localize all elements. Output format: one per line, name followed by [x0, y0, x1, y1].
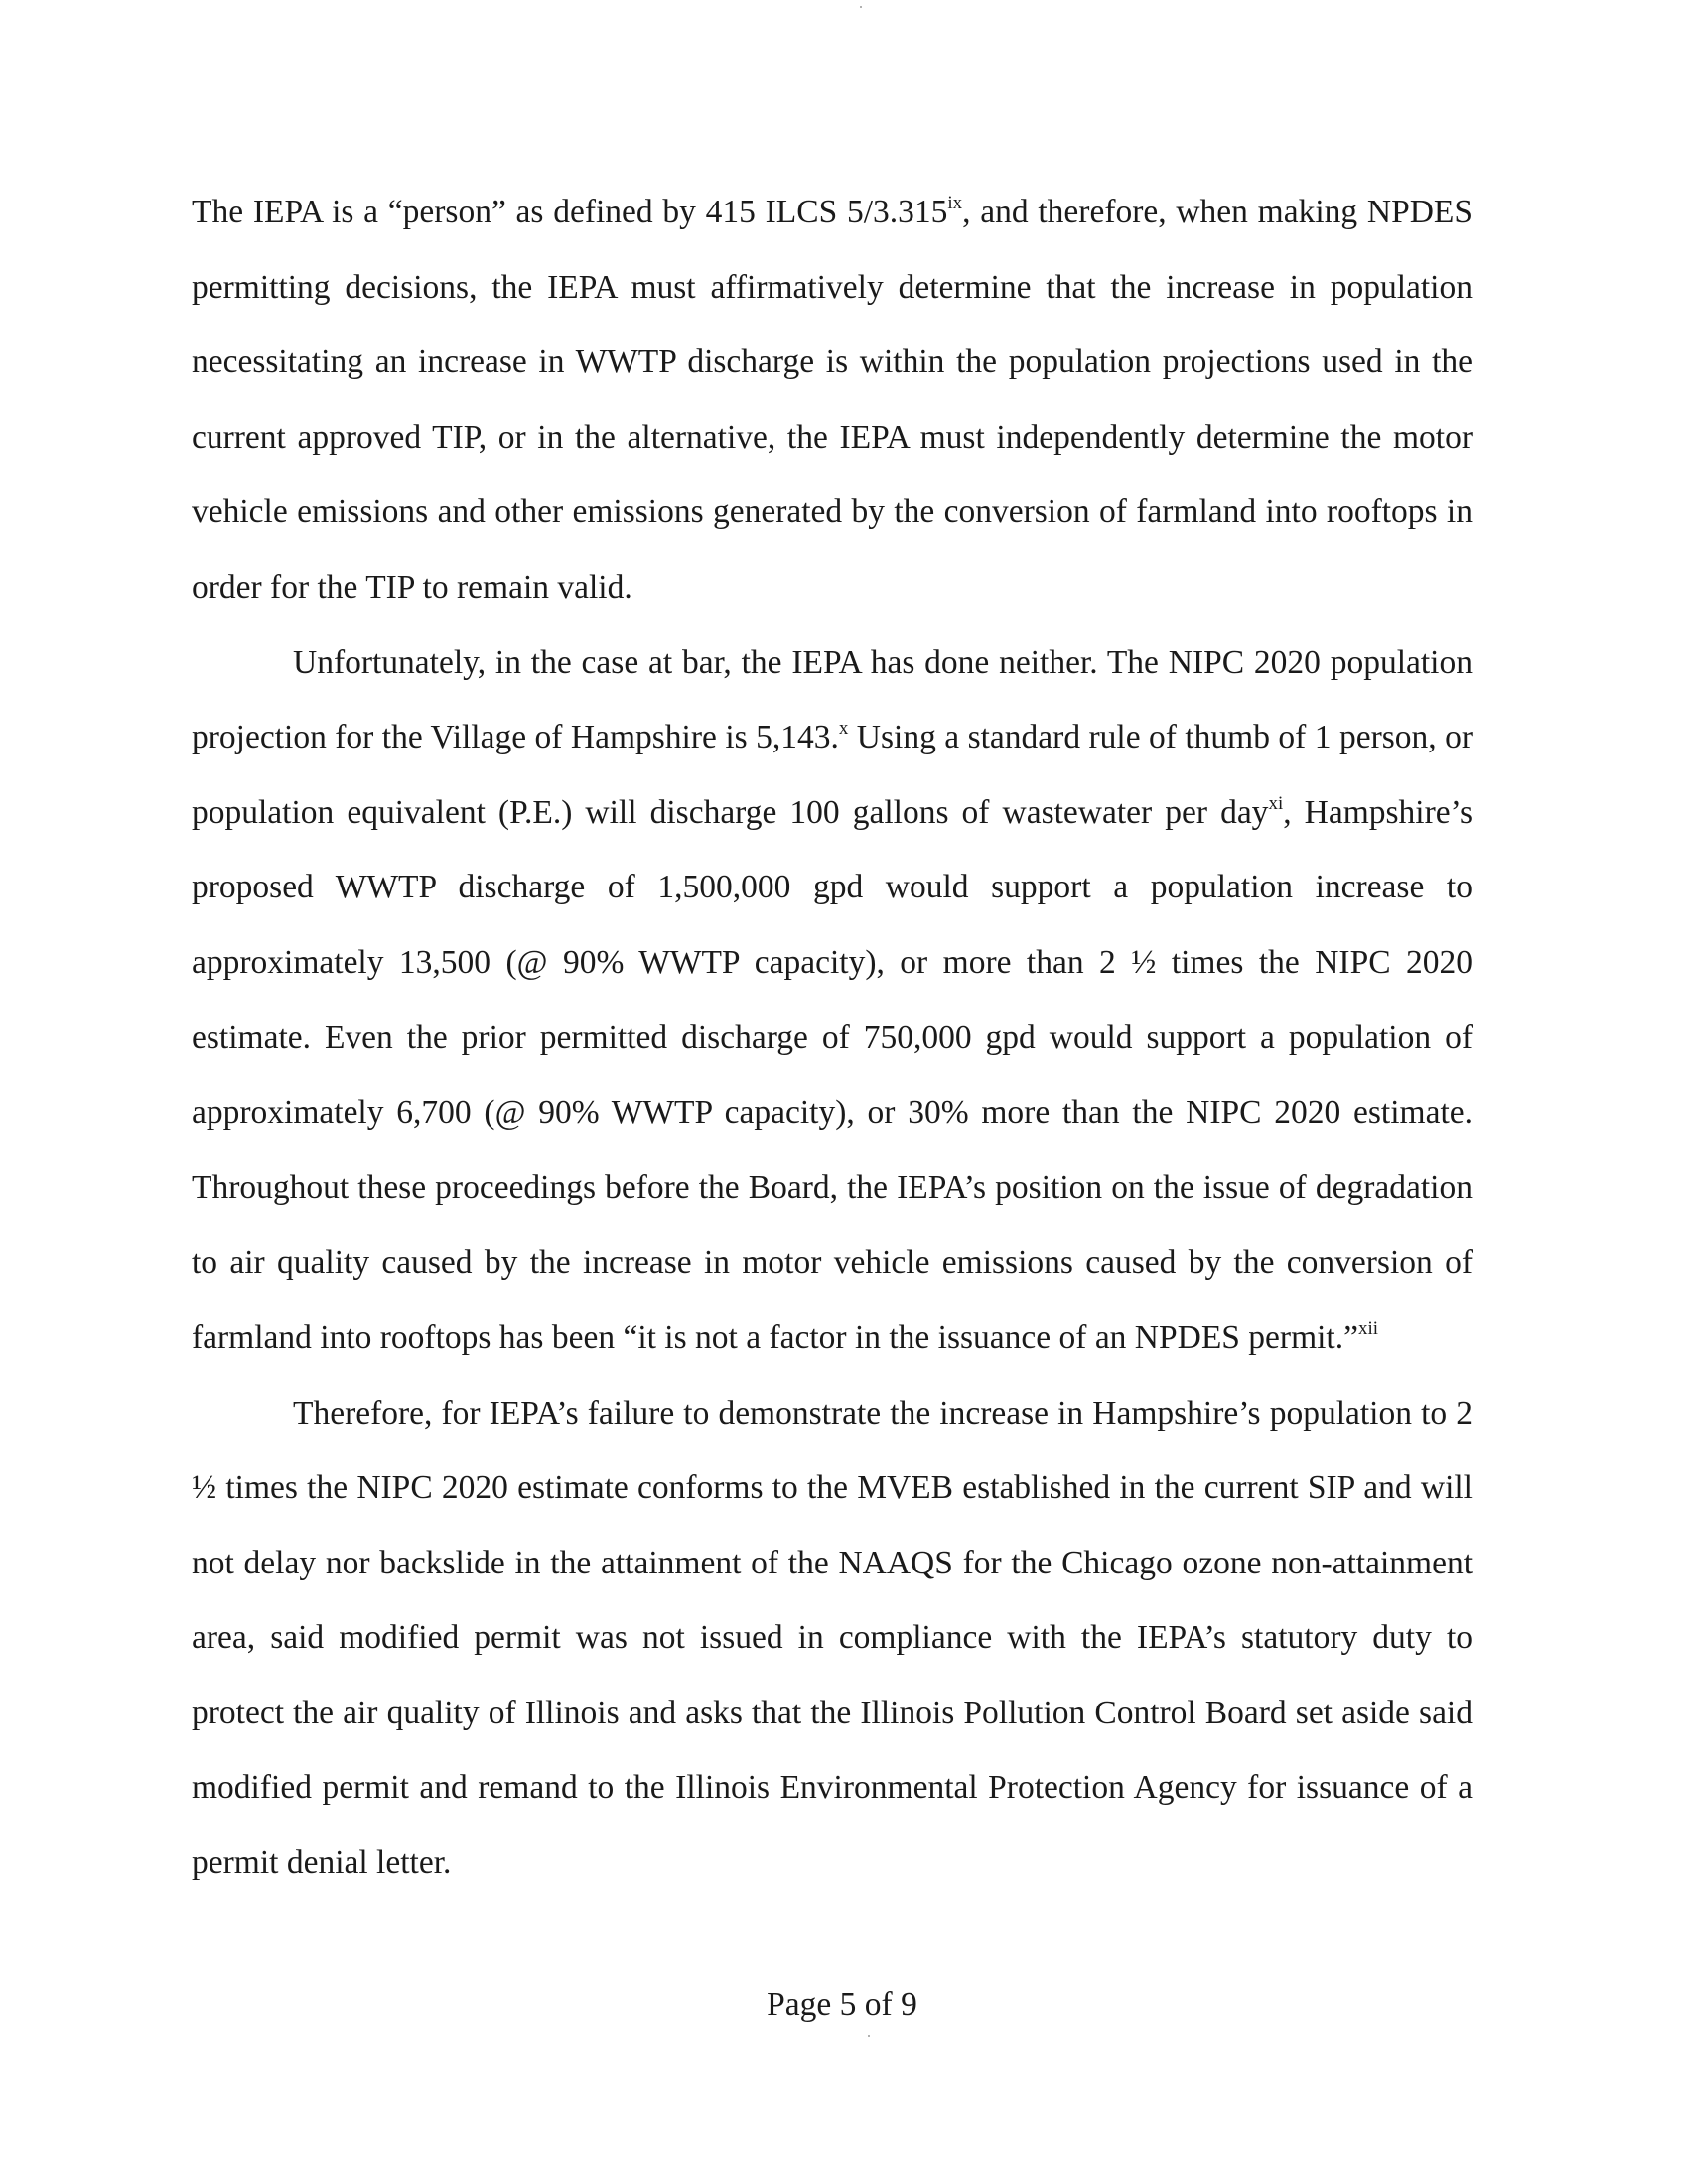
- footnote-marker: xii: [1358, 1317, 1379, 1339]
- paragraph-text: , and therefore, when making NPDES permitting decisions, the IEPA must affirmatively determine that the increase in population necessitating an increase in WWTP discharge is within the population projections used in the current approved TIP, or in the alternative, the IEPA must independently determine the motor vehicle emissions and other emissions generated by the conversion of farmland into rooftops in order for the TIP to remain valid.: [192, 194, 1473, 606]
- paragraph-text: , Hampshire’s proposed WWTP discharge of 1,500,000 gpd would support a population increase to approximately 13,500 (@ 90% WWTP capacity), or more than 2 ½ times the NIPC 2020 estimate. Even the prior permitted discharge of 750,000 gpd would support a population of approximately 6,700 (@ 90% WWTP capacity), or 30% more than the NIPC 2020 estimate. Throughout these proceedings before the Board, the IEPA’s position on the issue of degradation to air quality caused by the increase in motor vehicle emissions caused by the conversion of farmland into rooftops has been “it is not a factor in the issuance of an NPDES permit.”: [192, 793, 1473, 1356]
- footnote-marker: x: [838, 718, 849, 740]
- footnote-marker: xi: [1268, 792, 1284, 814]
- paragraph-text: Therefore, for IEPA’s failure to demonstrate the increase in Hampshire’s population to 2 ½ times the NIPC 2020 estimate conforms to the MVEB established in the current SIP and will not delay nor backslide in the attainment of the NAAQS for the Chicago ozone non-attainment area, said modified permit was not issued in compliance with the IEPA’s statutory duty to protect the air quality of Illinois and asks that the Illinois Pollution Control Board set aside said modified permit and remand to the Illinois Environmental Protection Agency for issuance of a permit denial letter.: [192, 1394, 1473, 1882]
- page-footer: [0, 1985, 1684, 2025]
- footnote-marker: ix: [947, 193, 963, 213]
- paragraph-text: Unfortunately, in the case at bar, the IEPA has done neither. The NIPC 2020 population projection for the Village of Hampshire is 5,143.: [192, 643, 1473, 756]
- page-number: Page 5 of 9: [767, 1986, 917, 2023]
- body-text: [192, 175, 1473, 1901]
- paragraph-2: [192, 625, 1473, 1376]
- paragraph-text: The IEPA is a “person” as defined by 415 ILCS 5/3.315: [192, 194, 948, 230]
- scan-speck-top: [860, 6, 862, 8]
- paragraph-text: Using a standard rule of thumb of 1 person, or population equivalent (P.E.) will discharge 100 gallons of wastewater per day: [192, 719, 1473, 831]
- paragraph-3: [192, 1376, 1473, 1901]
- paragraph-1: [192, 175, 1473, 625]
- scan-speck-bottom: [868, 2035, 870, 2037]
